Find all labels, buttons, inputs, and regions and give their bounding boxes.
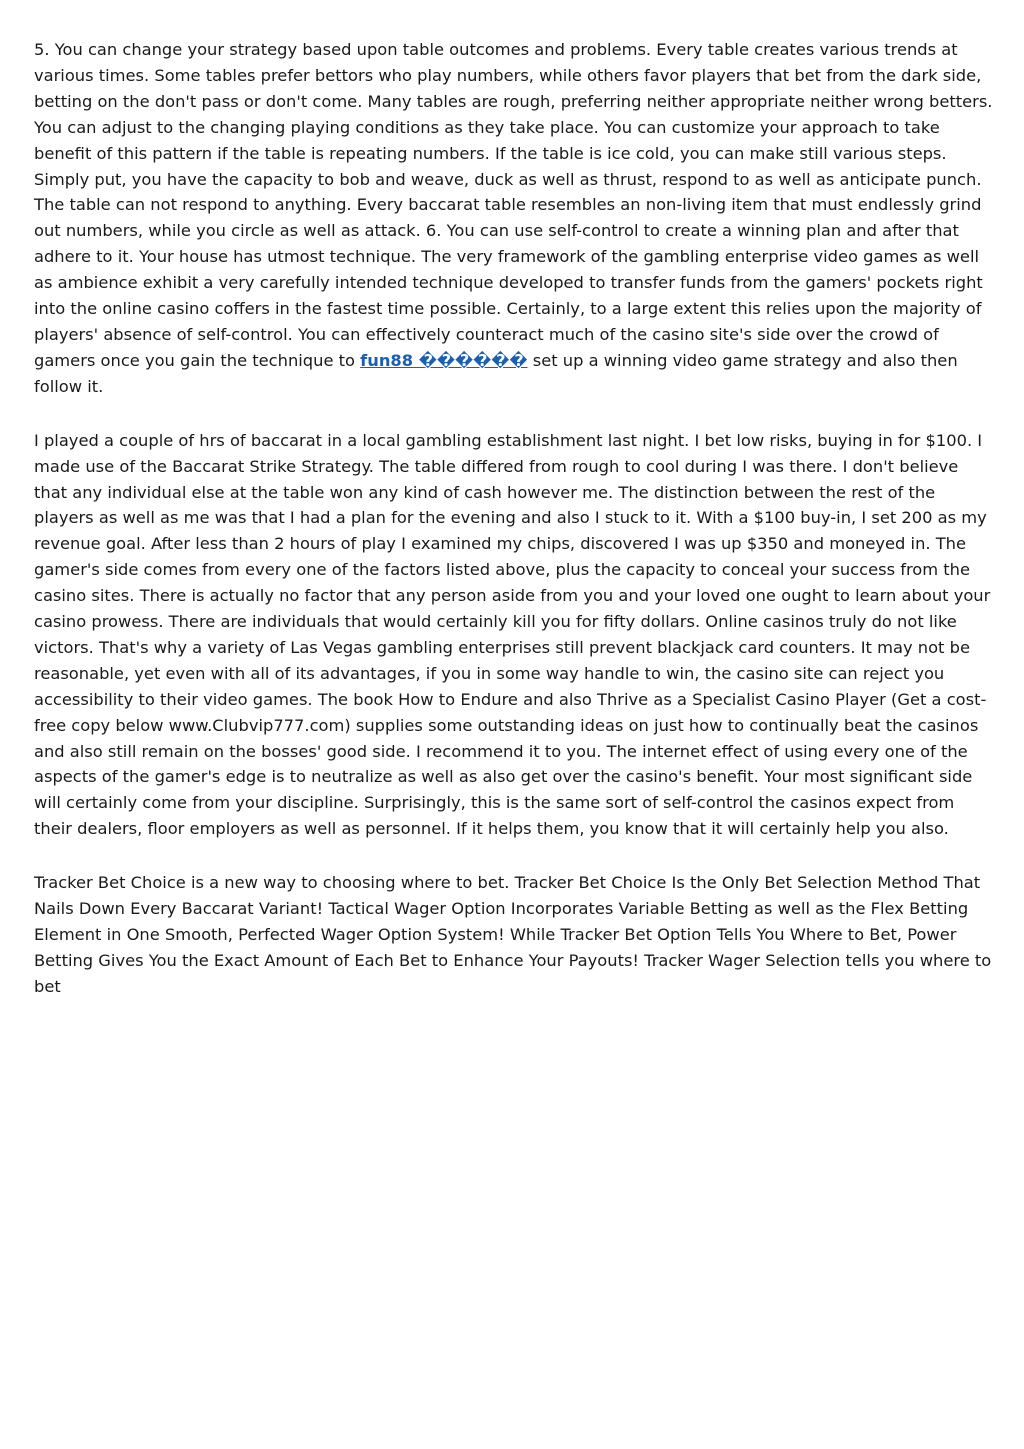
paragraph-strategy-text-end: set up a winning video game strategy and also then follow it. [34,350,958,396]
fun88-link[interactable]: fun88 ������ [360,350,528,370]
paragraph-strategy [34,37,994,400]
paragraph-strategy-text: 5. You can change your strategy based upon table outcomes and problems. Every table creates various trends at various times. Some tables prefer bettors who play numbers, while others favor players that bet from the dark side, betting on the don't pass or don't come. Many tables are rough, preferring neither appropriate neither wrong betters. You can adjust to the changing playing conditions as they take place. You can customize your approach to take benefit of this pattern if the table is repeating numbers. If the table is ice cold, you can make still various steps. Simply put, you have the capacity to bob and weave, duck as well as thrust, respond to as well as anticipate punch. The table can not respond to anything. Every baccarat table resembles an non-living item that must endlessly grind out numbers, while you circle as well as attack. 6. You can use self-control to create a winning plan and after that adhere to it. Your house has utmost technique. The very framework of the gambling enterprise video games as well as ambience exhibit a very carefully intended technique developed to transfer funds from the gamers' pockets right into the online casino coffers in the fastest time possible. Certainly, to a large extent this relies upon the majority of players' absence of self-control. You can effectively counteract much of the casino site's side over the crowd of gamers once you gain the technique to [34,40,993,370]
paragraph-tracker-bet: Tracker Bet Choice is a new way to choosing where to bet. Tracker Bet Choice Is the Only Bet Selection Method That Nails Down Every Baccarat Variant! Tactical Wager Option Incorporates Variable Betting as well as the Flex Betting Element in One Smooth, Perfected Wager Option System! While Tracker Bet Option Tells You Where to Bet, Power Betting Gives You the Exact Amount of Each Bet to Enhance Your Payouts! Tracker Wager Selection tells you where to bet [34,873,992,996]
paragraph-baccarat-night: I played a couple of hrs of baccarat in a local gambling establishment last night. I bet low risks, buying in for $100. I made use of the Baccarat Strike Strategy. The table differed from rough to cool during I was there. I don't believe that any individual else at the table won any kind of cash however me. The distinction between the rest of the players as well as me was that I had a plan for the evening and also I stuck to it. With a $100 buy-in, I set 200 as my revenue goal. After less than 2 hours of play I examined my chips, discovered I was up $350 and moneyed in. The gamer's side comes from every one of the factors listed above, plus the capacity to conceal your success from the casino sites. There is actually no factor that any person aside from you and your loved one ought to learn about your casino prowess. There are individuals that would certainly kill you for fifty dollars. Online casinos truly do not like victors. That's why a variety of Las Vegas gambling enterprises still prevent blackjack card counters. It may not be reasonable, yet even with all of its advantages, if you in some way handle to win, the casino site can reject you accessibility to their video games. The book How to Endure and also Thrive as a Specialist Casino Player (Get a cost-free copy below www.Clubvip777.com) supplies some outstanding ideas on just how to continually beat the casinos and also still remain on the bosses' good side. I recommend it to you. The internet effect of using every one of the aspects of the gamer's edge is to neutralize as well as also get over the casino's benefit. Your most significant side will certainly come from your discipline. Surprisingly, this is the same sort of self-control the casinos expect from their dealers, floor employers as well as personnel. If it helps them, you know that it will certainly help you also. [34,430,991,839]
document-page [34,37,994,1028]
